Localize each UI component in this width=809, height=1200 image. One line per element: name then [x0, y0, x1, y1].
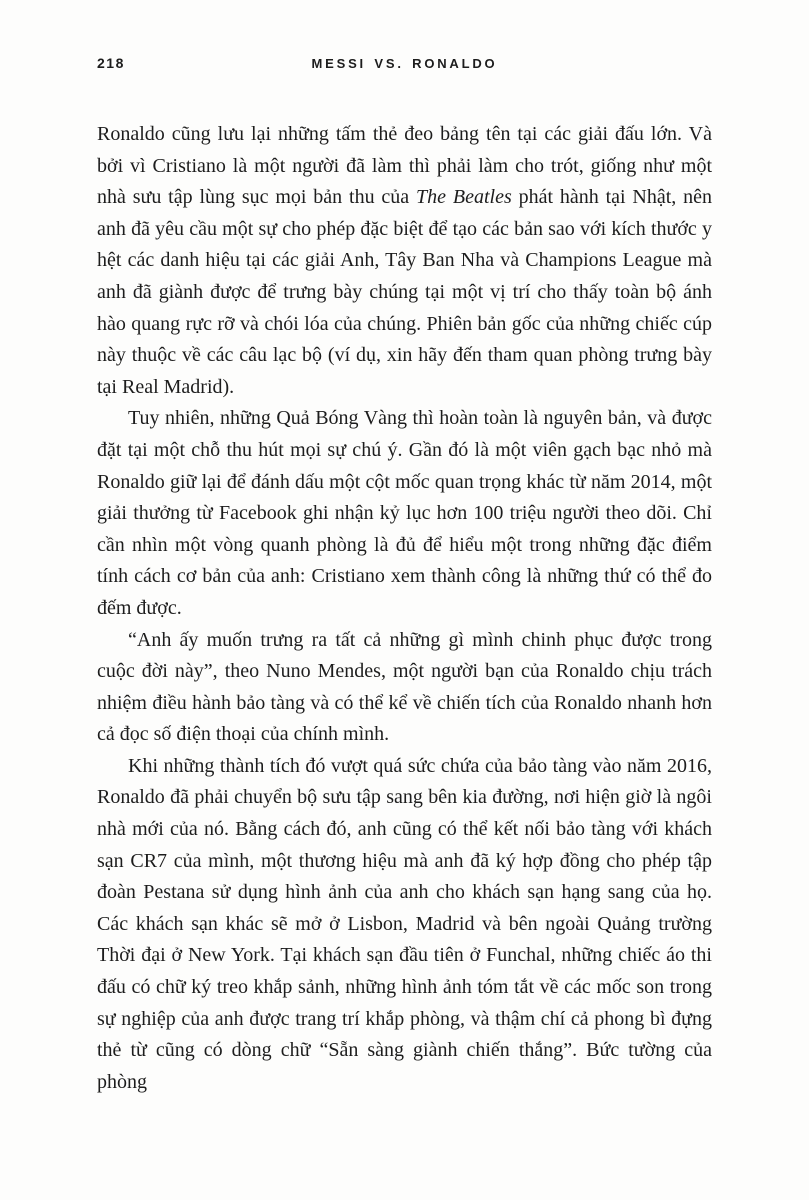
paragraph [97, 751, 712, 1099]
paragraph [97, 119, 712, 403]
text-segment: Tuy nhiên, những Quả Bóng Vàng thì hoàn toàn là nguyên bản, và được đặt tại một chỗ thu hút mọi sự chú ý. Gần đó là một viên gạch bạc nhỏ mà Ronaldo giữ lại để đánh dấu một cột mốc quan trọng khác từ năm 2014, một giải thưởng từ Facebook ghi nhận kỷ lục hơn 100 triệu người theo dõi. Chỉ cần nhìn một vòng quanh phòng là đủ để hiểu một trong những đặc điểm tính cách cơ bản của anh: Cristiano xem thành công là những thứ có thể đo đếm được. [97, 407, 712, 619]
text-segment: “Anh ấy muốn trưng ra tất cả những gì mình chinh phục được trong cuộc đời này”, theo Nuno Mendes, một người bạn của Ronaldo chịu trách nhiệm điều hành bảo tàng và có thể kể về chiến tích của Ronaldo nhanh hơn cả đọc số điện thoại của chính mình. [97, 628, 712, 746]
text-segment: Khi những thành tích đó vượt quá sức chứa của bảo tàng vào năm 2016, Ronaldo đã phải chuyển bộ sưu tập sang bên kia đường, nơi hiện giờ là ngôi nhà mới của nó. Bằng cách đó, anh cũng có thể kết nối bảo tàng với khách sạn CR7 của mình, một thương hiệu mà anh đã ký hợp đồng cho phép tập đoàn Pestana sử dụng hình ảnh của anh cho khách sạn hạng sang của họ. Các khách sạn khác sẽ mở ở Lisbon, Madrid và bên ngoài Quảng trường Thời đại ở New York. Tại khách sạn đầu tiên ở Funchal, những chiếc áo thi đấu có chữ ký treo khắp sảnh, những hình ảnh tóm tắt về các mốc son trong sự nghiệp của anh được trang trí khắp phòng, và thậm chí cả phong bì đựng thẻ từ cũng có dòng chữ “Sẵn sàng giành chiến thắng”. Bức tường của phòng [97, 754, 712, 1093]
page-number: 218 [97, 55, 125, 71]
page-header [97, 55, 712, 75]
paragraph [97, 403, 712, 624]
running-title: MESSI VS. RONALDO [311, 56, 498, 71]
text-segment: phát hành tại Nhật, nên anh đã yêu cầu một sự cho phép đặc biệt để tạo các bản sao với kích thước y hệt các danh hiệu tại các giải Anh, Tây Ban Nha và Champions League mà anh đã giành được để trưng bày chúng tại một vị trí cho thấy toàn bộ ánh hào quang rực rỡ và chói lóa của chúng. Phiên bản gốc của những chiếc cúp này thuộc về các câu lạc bộ (ví dụ, xin hãy đến tham quan phòng trưng bày tại Real Madrid). [97, 186, 713, 398]
body-text [97, 119, 712, 1098]
italic-text: The Beatles [416, 186, 512, 209]
text-segment: Ronaldo cũng lưu lại những tấm thẻ đeo bảng tên tại các giải đấu lớn. Và bởi vì Cristiano là một người đã làm thì phải làm cho trót, giống như một nhà sưu tập lùng sục mọi bản thu của [97, 123, 712, 209]
paragraph [97, 625, 712, 751]
